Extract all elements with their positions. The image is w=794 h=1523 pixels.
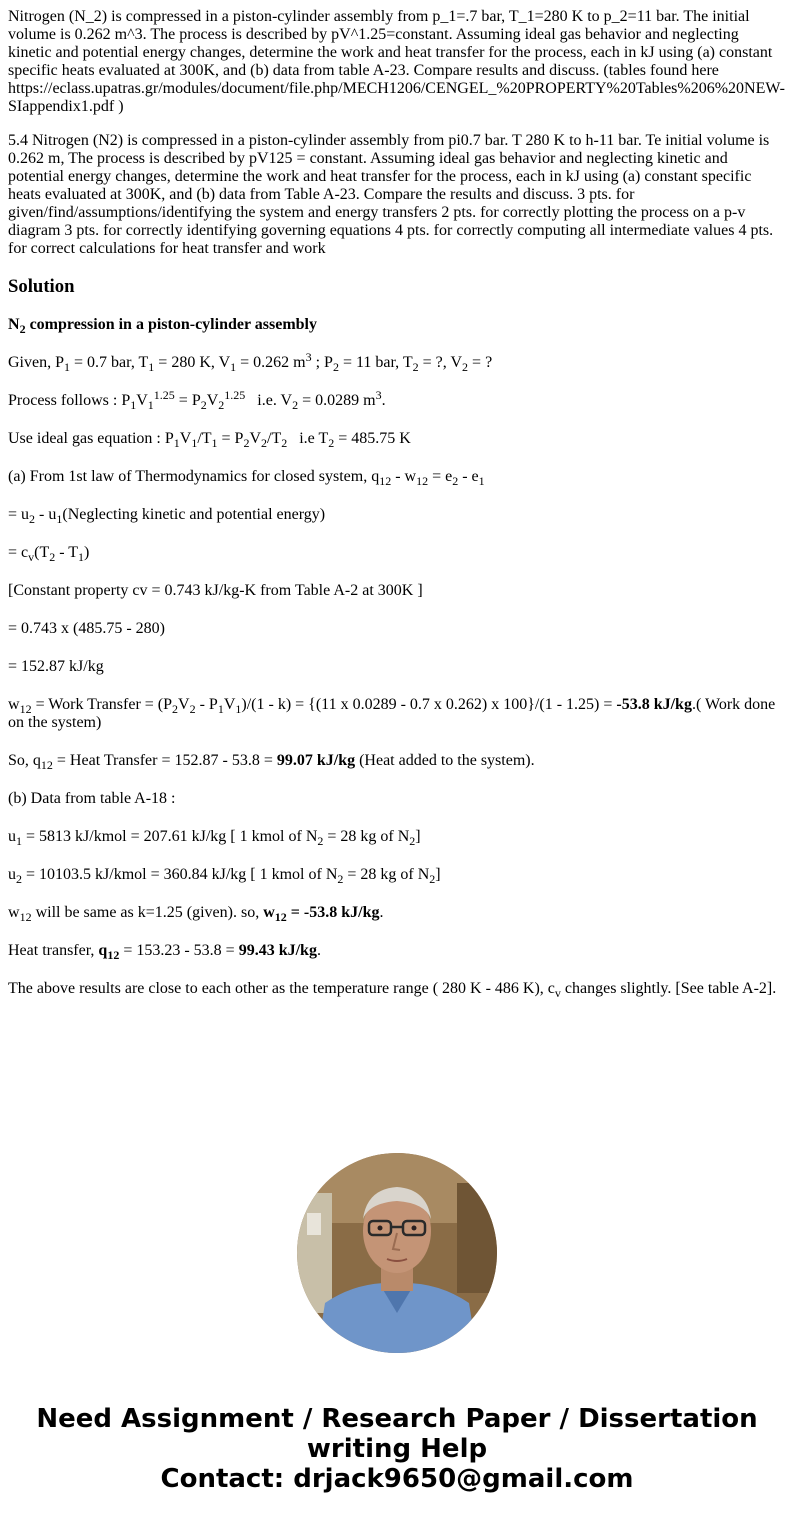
ideal-gas-equation: Use ideal gas equation : $P_1V_1/T_1 = P_2V_2/T_2$ i.e $T_2 = 485.75$ K bbox=[8, 430, 411, 450]
footer-line-1: Need Assignment / Research Paper / Dissertation bbox=[36, 1404, 758, 1434]
calc-line-2: = 152.87 kJ/kg bbox=[8, 658, 104, 675]
solution-body bbox=[8, 316, 786, 998]
avatar bbox=[297, 1153, 497, 1353]
footer-contact: Contact: drjack9650@gmail.com bbox=[160, 1464, 634, 1494]
part-b-heading: (b) Data from table A-18 : bbox=[8, 790, 176, 807]
cv-line: = $c_v(T_2 - T_1)$ bbox=[8, 544, 90, 564]
problem-statement: Nitrogen (N_2) is compressed in a piston-cylinder assembly from p_1=.7 bar, T_1=280 K to p_2=11 bar. The initial volume is 0.262 m^3. The process is described by pV^1.25=constant. Assuming ideal gas behavior and neglecting kinetic and potential energy changes, determine the work and heat transfer for the process, each in kJ using (a) constant specific heats evaluated at 300K, and (b) data from table A-23. Compare results and discuss. (tables found here https://eclass.upatras.gr/modules/document/file.php/MECH1206/CENGEL_%20PROPERTY%20Tables%206%20NEW-SIappendix1.pdf ) bbox=[8, 8, 785, 115]
first-law: (a) From 1st law of Thermodynamics for closed system, $q_{12} - w_{12} = e_2 - e_1$ bbox=[8, 468, 485, 488]
internal-energy-line: = $u_2$ - $u_1(Neglecting$ kinetic and potential energy) bbox=[8, 506, 326, 526]
calc-line-1: = 0.743 x (485.75 - 280) bbox=[8, 620, 166, 637]
work-same-line: $w_{12}$ will be same as k=1.25 (given). so, $w_{12} = -53.8$ kJ/kg. bbox=[8, 904, 384, 924]
footer-advertisement bbox=[0, 1404, 794, 1494]
u1-line: $u_1 = 5813$ kJ/kmol = 207.61 kJ/kg [ 1 kmol of $N_2 = 28$ kg of $N_2$] bbox=[8, 828, 421, 848]
heat-transfer-b: Heat transfer, $q_{12} = 153.23 - 53.8 = 99.43$ kJ/kg. bbox=[8, 942, 321, 962]
solution-title: $N_2$ compression in a piston-cylinder assembly bbox=[8, 316, 317, 336]
profile-photo bbox=[297, 1153, 497, 1353]
work-transfer: $w_{12}$ = Work Transfer = $(P_2V_2 - P_1V_1)/(1 - k) = \{(11$ x 0.0289 - 0.7 x 0.262) x 100}/(1 - 1.25) = -53.8 kJ/kg.( Work done on the system) bbox=[8, 696, 776, 731]
footer-line-2: writing Help bbox=[306, 1434, 488, 1464]
conclusion: The above results are close to each other as the temperature range ( 280 K - 486 K), $c_v$ changes slightly. [See table A-2]. bbox=[8, 980, 777, 1000]
process-equation: Process follows : $P_1V_1^{1.25} = P_2V_2^{1.25}$ i.e. $V_2 = 0.0289$ $m^3$. bbox=[8, 388, 386, 412]
problem-statement-ocr: 5.4 Nitrogen (N2) is compressed in a piston-cylinder assembly from pi0.7 bar. T 280 K to h-11 bar. Te initial volume is 0.262 m, The process is described by pV125 = constant. Assuming ideal gas behavior and neglecting kinetic and potential energy changes, determine the work and heat transfer for the process, each in kJ using (a) constant specific heats evaluated at 300K, and (b) data from Table A-23. Compare the results and discuss. 3 pts. for given/find/assumptions/identifying the system and energy transfers 2 pts. for correctly plotting the process on a p-v diagram 3 pts. for correctly identifying governing equations 4 pts. for correctly computing all intermediate values 4 pts. for correct calculations for heat transfer and work bbox=[8, 132, 774, 257]
constant-property-note: [Constant property cv = 0.743 kJ/kg-K from Table A-2 at 300K ] bbox=[8, 582, 423, 599]
heat-transfer-a: So, $q_{12}$ = Heat Transfer = 152.87 - 53.8 = 99.07 kJ/kg (Heat added to the system). bbox=[8, 752, 535, 772]
u2-line: $u_2 = 10103.5$ kJ/kmol = 360.84 kJ/kg [ 1 kmol of $N_2 = 28$ kg of $N_2$] bbox=[8, 866, 441, 886]
given-values: Given, $P_1 = 0.7$ bar, $T_1 = 280$ K, $V_1 = 0.262$ $m^3$ ; $P_2 = 11$ bar, $T_2$ = ?, $V_2$ = ? bbox=[8, 350, 493, 374]
solution-heading: Solution bbox=[8, 276, 75, 297]
